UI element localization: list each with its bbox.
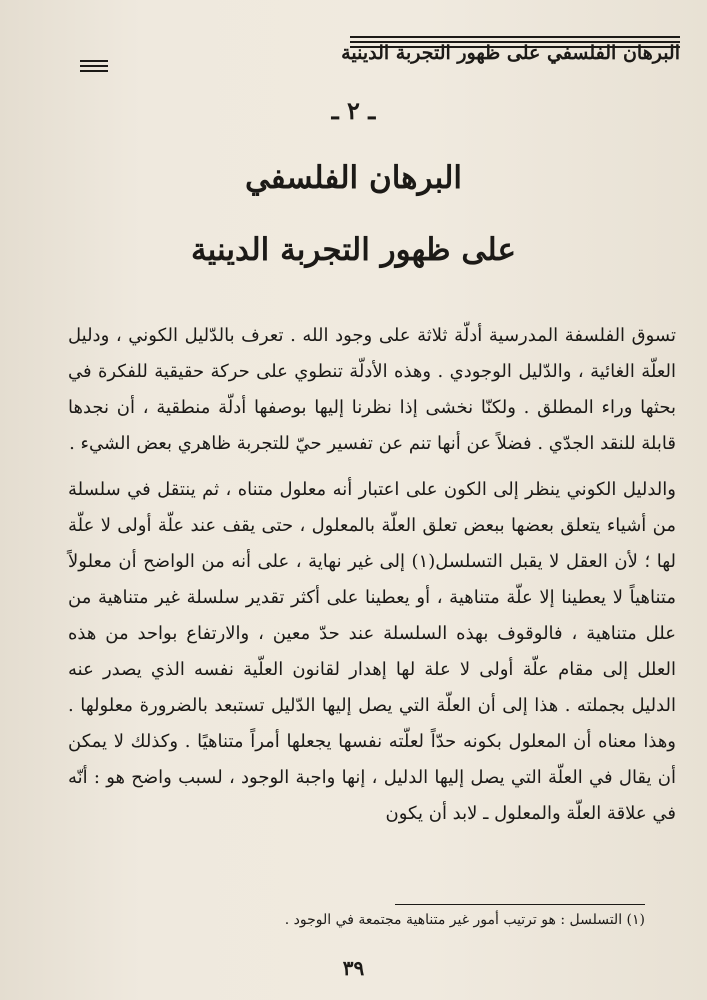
header-rule-short bbox=[80, 60, 108, 75]
chapter-title-line2: على ظهور التجربة الدينية bbox=[191, 232, 516, 268]
chapter-title-line1: البرهان الفلسفي bbox=[244, 160, 463, 196]
running-header bbox=[80, 28, 680, 80]
body-text bbox=[68, 318, 676, 832]
running-title: البرهان الفلسفي على ظهور التجربة الدينية bbox=[341, 42, 680, 64]
footnote-rule bbox=[395, 904, 645, 905]
footnote: (١) التسلسل : هو ترتيب أمور غير متناهية مجتمعة في الوجود . bbox=[284, 912, 645, 928]
paragraph: والدليل الكوني ينظر إلى الكون على اعتبار أنه معلول متناه ، ثم ينتقل في سلسلة من أشياء يتعلق بعضها ببعض تعلق العلّة بالمعلول ، حتى يقف عند علّة أولى لا علّة لها ؛ لأن العقل لا يقبل التسلسل(١) إلى غير نهاية ، على أنه من الواضح أن معلولاً متناهياً لا يعطينا إلا علّة متناهية ، أو يعطينا على أكثر تقدير سلسلة غير متناهية من علل متناهية ، فالوقوف بهذه السلسلة عند حدّ معين ، والارتفاع بواحد من هذه العلل إلى مقام علّة أولى لا علة لها إهدار لقانون العلّية نفسه الذي يصدر عنه الدليل بجملته . هذا إلى أن العلّة التي يصل إليها الدّليل تستبعد بالضرورة معلولها . وهذا معناه أن المعلول بكونه حدّاً لعلّته نفسها يجعلها أمراً متناهيًا . وكذلك لا يمكن أن يقال في العلّة التي يصل إليها الدليل ، إنها واجبة الوجود ، لسبب واضح هو : أنّه في علاقة العلّة والمعلول ـ لابد أن يكون bbox=[68, 479, 676, 824]
chapter-number: ـ ٢ ـ bbox=[331, 96, 376, 125]
page-number: ٣٩ bbox=[342, 956, 365, 980]
paragraph: تسوق الفلسفة المدرسية أدلّة ثلاثة على وجود الله . تعرف بالدّليل الكوني ، ودليل العلّة الغائية ، والدّليل الوجودي . وهذه الأدلّة تنطوي على حركة حقيقية للفكرة في بحثها وراء المطلق . ولكنّا نخشى إذا نظرنا إليها بوصفها أدلّة منطقية ، أن نجدها قابلة للنقد الجدّي . فضلاً عن أنها تنم عن تفسير حيّ للتجربة ظاهري بعض الشيء . bbox=[68, 325, 676, 454]
